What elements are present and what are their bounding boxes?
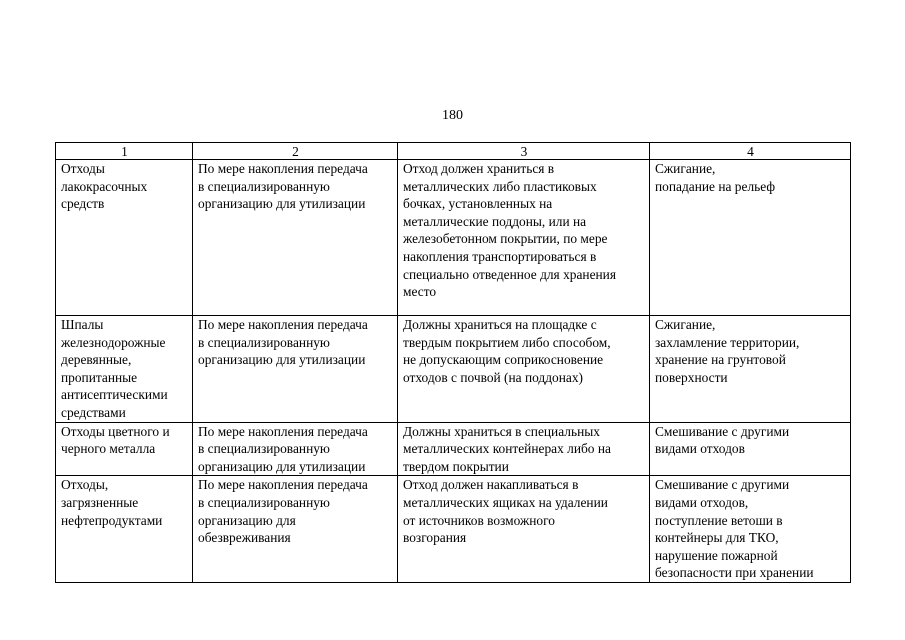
column-header: 3 [398,143,650,160]
storage-cell: Должны храниться на площадке с твердым покрытием либо способом, не допускающим соприкосновение отходов с почвой (на поддонах) [398,316,650,423]
page-number: 180 [442,108,463,123]
waste-type-cell: Отходы лакокрасочных средств [56,160,193,316]
storage-cell: Отход должен накапливаться в металлических ящиках на удалении от источников возможного возгорания [398,476,650,583]
handling-cell: По мере накопления передача в специализированную организацию для обезвреживания [193,476,398,583]
storage-cell: Должны храниться в специальных металлических контейнерах либо на твердом покрытии [398,422,650,476]
column-header: 2 [193,143,398,160]
table-row [56,476,851,583]
table-row [56,422,851,476]
waste-type-cell: Шпалы железнодорожные деревянные, пропитанные антисептическими средствами [56,316,193,423]
prohibited-cell: Смешивание с другими видами отходов [650,422,851,476]
table-row [56,160,851,316]
table-header-row [56,143,851,160]
waste-type-cell: Отходы, загрязненные нефтепродуктами [56,476,193,583]
table-row [56,316,851,423]
prohibited-cell: Смешивание с другими видами отходов, поступление ветоши в контейнеры для ТКО, нарушение пожарной безопасности при хранении [650,476,851,583]
waste-handling-table [55,142,851,583]
waste-type-cell: Отходы цветного и черного металла [56,422,193,476]
column-header: 1 [56,143,193,160]
handling-cell: По мере накопления передача в специализированную организацию для утилизации [193,422,398,476]
handling-cell: По мере накопления передача в специализированную организацию для утилизации [193,316,398,423]
prohibited-cell: Сжигание, попадание на рельеф [650,160,851,316]
column-header: 4 [650,143,851,160]
prohibited-cell: Сжигание, захламление территории, хранение на грунтовой поверхности [650,316,851,423]
handling-cell: По мере накопления передача в специализированную организацию для утилизации [193,160,398,316]
storage-cell: Отход должен храниться в металлических либо пластиковых бочках, установленных на металлические поддоны, или на железобетонном покрытии, по мере накопления транспортироваться в специально отведенное для хранения место [398,160,650,316]
